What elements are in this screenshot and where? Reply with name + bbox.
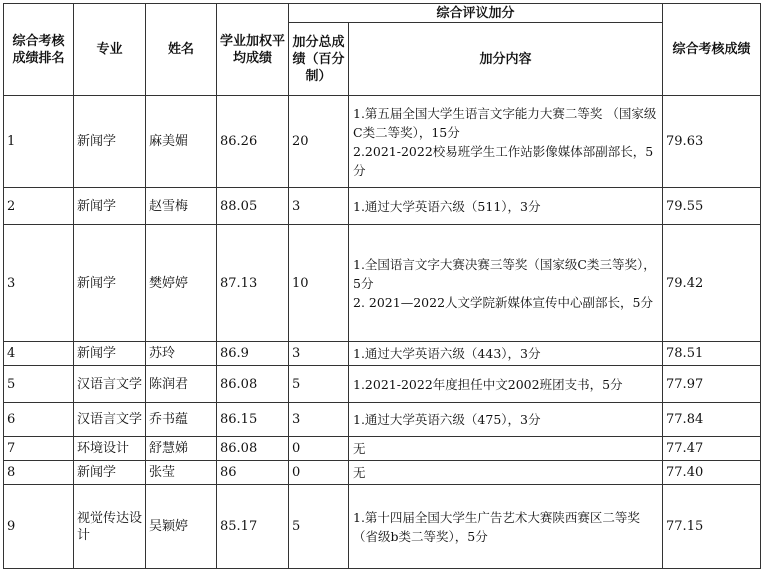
- major-cell: 新闻学: [74, 342, 146, 366]
- rank-cell: 9: [4, 485, 74, 569]
- major-cell: 汉语言文学: [74, 403, 146, 437]
- bonus-content-line: 1.通过大学英语六级（475），3分: [353, 412, 541, 427]
- bonus-content-cell: [349, 403, 663, 437]
- major-cell: 新闻学: [74, 188, 146, 225]
- bonus-content-cell: [349, 342, 663, 366]
- name-cell: 麻美媚: [146, 96, 217, 188]
- gpa-cell: 86: [217, 461, 289, 485]
- final-score-cell: 78.51: [663, 342, 761, 366]
- major-cell: 视觉传达设计: [74, 485, 146, 569]
- table-row: [4, 342, 761, 366]
- bonus-content-line: 1.第五届全国大学生语言文字能力大赛二等奖 （国家级C类二等奖），15分: [353, 105, 657, 140]
- rank-cell: 2: [4, 188, 74, 225]
- bonus-content-cell: [349, 366, 663, 403]
- bonus-content-line: 1.2021-2022年度担任中文2002班团支书，5分: [353, 376, 623, 392]
- bonus-content-line: 1.全国语言文字大赛决赛三等奖（国家级C类三等奖），5分: [353, 256, 656, 291]
- major-cell: 环境设计: [74, 437, 146, 461]
- gpa-cell: 86.26: [217, 96, 289, 188]
- bonus-total-cell: 5: [289, 485, 349, 569]
- bonus-content-line: 2.2021-2022校易班学生工作站影像媒体部副部长，5分: [353, 143, 654, 178]
- final-score-cell: 77.97: [663, 366, 761, 403]
- bonus-content-cell: [349, 225, 663, 342]
- bonus-content-line: 1.通过大学英语六级（511），3分: [353, 198, 541, 214]
- gpa-cell: 86.08: [217, 437, 289, 461]
- ranking-table-container: [3, 3, 761, 569]
- bonus-content-line: 1.通过大学英语六级（443），3分: [353, 346, 541, 361]
- table-row: [4, 366, 761, 403]
- header-gpa: 学业加权平均成绩: [217, 4, 289, 96]
- final-score-cell: 79.55: [663, 188, 761, 225]
- bonus-total-cell: 5: [289, 366, 349, 403]
- header-rank: 综合考核成绩排名: [4, 4, 74, 96]
- final-score-cell: 77.40: [663, 461, 761, 485]
- gpa-cell: 86.9: [217, 342, 289, 366]
- name-cell: 张莹: [146, 461, 217, 485]
- major-cell: 新闻学: [74, 96, 146, 188]
- name-cell: 吴颖婷: [146, 485, 217, 569]
- bonus-total-cell: 0: [289, 461, 349, 485]
- table-body: [4, 96, 761, 569]
- name-cell: 乔书蕴: [146, 403, 217, 437]
- gpa-cell: 88.05: [217, 188, 289, 225]
- table-row: [4, 225, 761, 342]
- bonus-total-cell: 10: [289, 225, 349, 342]
- bonus-total-cell: 3: [289, 403, 349, 437]
- rank-cell: 8: [4, 461, 74, 485]
- rank-cell: 3: [4, 225, 74, 342]
- bonus-total-cell: 20: [289, 96, 349, 188]
- major-cell: 新闻学: [74, 461, 146, 485]
- rank-cell: 1: [4, 96, 74, 188]
- bonus-content-cell: [349, 188, 663, 225]
- bonus-total-cell: 3: [289, 188, 349, 225]
- rank-cell: 6: [4, 403, 74, 437]
- ranking-table: [3, 3, 761, 569]
- final-score-cell: 79.63: [663, 96, 761, 188]
- table-row: [4, 485, 761, 569]
- table-row: [4, 403, 761, 437]
- bonus-total-cell: 3: [289, 342, 349, 366]
- table-row: [4, 461, 761, 485]
- gpa-cell: 86.15: [217, 403, 289, 437]
- table-row: [4, 437, 761, 461]
- name-cell: 舒慧娣: [146, 437, 217, 461]
- header-bonus-content: 加分内容: [349, 23, 663, 96]
- rank-cell: 5: [4, 366, 74, 403]
- table-row: [4, 96, 761, 188]
- gpa-cell: 85.17: [217, 485, 289, 569]
- final-score-cell: 77.15: [663, 485, 761, 569]
- final-score-cell: 77.84: [663, 403, 761, 437]
- rank-cell: 7: [4, 437, 74, 461]
- bonus-content-cell: [349, 461, 663, 485]
- bonus-total-cell: 0: [289, 437, 349, 461]
- header-final: 综合考核成绩: [663, 4, 761, 96]
- major-cell: 新闻学: [74, 225, 146, 342]
- final-score-cell: 79.42: [663, 225, 761, 342]
- name-cell: 苏玲: [146, 342, 217, 366]
- final-score-cell: 77.47: [663, 437, 761, 461]
- bonus-content-line: 无: [353, 465, 366, 480]
- table-row: [4, 188, 761, 225]
- name-cell: 陈润君: [146, 366, 217, 403]
- rank-cell: 4: [4, 342, 74, 366]
- header-bonus-total: 加分总成绩（百分制）: [289, 23, 349, 96]
- bonus-content-cell: [349, 437, 663, 461]
- name-cell: 樊婷婷: [146, 225, 217, 342]
- name-cell: 赵雪梅: [146, 188, 217, 225]
- bonus-content-cell: [349, 485, 663, 569]
- header-bonus-group: 综合评议加分: [289, 4, 663, 23]
- gpa-cell: 86.08: [217, 366, 289, 403]
- bonus-content-line: 1.第十四届全国大学生广告艺术大赛陕西赛区二等奖（省级b类二等奖），5分: [353, 509, 640, 544]
- major-cell: 汉语言文学: [74, 366, 146, 403]
- bonus-content-line: 无: [353, 441, 366, 456]
- gpa-cell: 87.13: [217, 225, 289, 342]
- header-major: 专业: [74, 4, 146, 96]
- header-name: 姓名: [146, 4, 217, 96]
- bonus-content-line: 2. 2021—2022人文学院新媒体宣传中心副部长，5分: [353, 294, 653, 310]
- bonus-content-cell: [349, 96, 663, 188]
